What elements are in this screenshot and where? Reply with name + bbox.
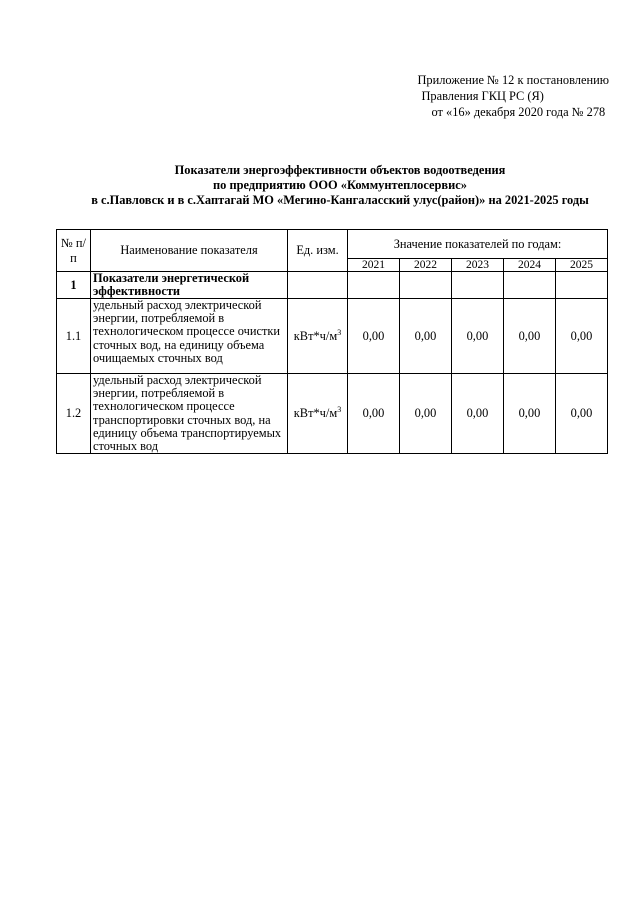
header-unit: Ед. изм. <box>288 230 348 272</box>
table-row <box>57 299 608 374</box>
row-value: 0,00 <box>348 374 400 454</box>
row-name: удельный расход электрической энергии, потребляемой в технологическом процессе очистки сточных вод, на единицу объема очищаемых сточных вод <box>91 299 288 374</box>
row-value: 0,00 <box>555 374 607 454</box>
section-name: Показатели энергетической эффективности <box>91 272 288 299</box>
section-empty <box>503 272 555 299</box>
row-value: 0,00 <box>451 299 503 374</box>
header-year-2021: 2021 <box>348 259 400 272</box>
row-value: 0,00 <box>451 374 503 454</box>
section-unit <box>288 272 348 299</box>
header-name: Наименование показателя <box>91 230 288 272</box>
row-value: 0,00 <box>555 299 607 374</box>
row-value: 0,00 <box>503 299 555 374</box>
header-num: № п/п <box>57 230 91 272</box>
table-row <box>57 374 608 454</box>
row-unit-text: кВт*ч/м <box>293 328 338 343</box>
section-empty <box>399 272 451 299</box>
appendix-line-1: Приложение № 12 к постановлению <box>417 73 609 87</box>
row-value: 0,00 <box>503 374 555 454</box>
row-unit <box>288 299 348 374</box>
row-unit-text: кВт*ч/м <box>293 406 338 421</box>
header-year-2025: 2025 <box>555 259 607 272</box>
row-value: 0,00 <box>399 299 451 374</box>
document-title <box>40 163 640 208</box>
row-name: удельный расход электрической энергии, потребляемой в технологическом процессе транспортировки сточных вод, на единицу объема транспортируемых сточных вод <box>91 374 288 454</box>
row-value: 0,00 <box>348 299 400 374</box>
header-year-2022: 2022 <box>399 259 451 272</box>
title-line-3: в с.Павловск и в с.Хаптагай МО «Мегино-Кангаласский улус(район)» на 2021-2025 годы <box>91 193 589 207</box>
title-line-1: Показатели энергоэффективности объектов водоотведения <box>174 163 506 177</box>
appendix-note <box>417 72 609 120</box>
table-header-row <box>57 230 608 259</box>
appendix-line-2: Правления ГКЦ РС (Я) <box>421 89 544 103</box>
indicators-table <box>56 229 608 454</box>
title-line-2: по предприятию ООО «Коммунтеплосервис» <box>213 178 467 192</box>
section-empty <box>555 272 607 299</box>
row-unit <box>288 374 348 454</box>
section-empty <box>451 272 503 299</box>
row-num: 1.2 <box>57 374 91 454</box>
row-unit-sup: 3 <box>337 327 342 337</box>
header-values: Значение показателей по годам: <box>348 230 608 259</box>
row-num: 1.1 <box>57 299 91 374</box>
row-unit-sup: 3 <box>337 404 342 414</box>
header-year-2024: 2024 <box>503 259 555 272</box>
table-section-row <box>57 272 608 299</box>
section-empty <box>348 272 400 299</box>
section-num: 1 <box>57 272 91 299</box>
appendix-line-3: от «16» декабря 2020 года № 278 <box>431 105 606 119</box>
row-value: 0,00 <box>399 374 451 454</box>
header-year-2023: 2023 <box>451 259 503 272</box>
